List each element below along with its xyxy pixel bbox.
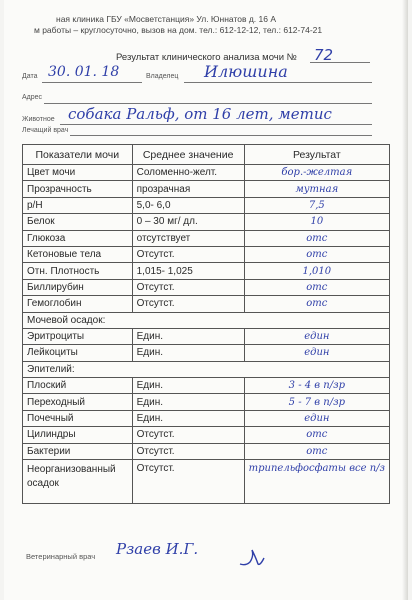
norm-value: Един. (132, 345, 244, 361)
date-value: 30. 01. 18 (48, 64, 120, 80)
result-value: отс (244, 296, 389, 312)
table-row (23, 246, 390, 262)
animal-underline (60, 124, 372, 125)
table-row (23, 394, 390, 410)
result-value: 10 (244, 214, 389, 230)
norm-value: Отсутст. (132, 279, 244, 295)
clinic-header (34, 14, 374, 36)
animal-value: собака Ральф, от 16 лет, метис (68, 105, 332, 123)
table-row (23, 214, 390, 230)
result-value: един (244, 345, 389, 361)
parameter-name: Белок (23, 214, 133, 230)
norm-value: Отсутст. (132, 443, 244, 459)
result-value: 1,010 (244, 263, 389, 279)
result-value: отс (244, 230, 389, 246)
section-label: Эпителий: (23, 361, 390, 377)
parameter-name: Лейкоциты (23, 345, 133, 361)
result-value: отс (244, 246, 389, 262)
parameter-name: Гемоглобин (23, 296, 133, 312)
header-norm: Среднее значение (132, 145, 244, 165)
result-value: 3 - 4 в п/зр (244, 378, 389, 394)
parameter-name: Биллирубин (23, 279, 133, 295)
norm-value: Отсутст. (132, 427, 244, 443)
parameter-name: Цилиндры (23, 427, 133, 443)
norm-value: 0 – 30 мг/ дл. (132, 214, 244, 230)
norm-value: 5,0- 6,0 (132, 197, 244, 213)
result-value: отс (244, 427, 389, 443)
owner-underline (184, 82, 372, 83)
parameter-name: Отн. Плотность (23, 263, 133, 279)
table-section-row (23, 361, 390, 377)
table-row (23, 345, 390, 361)
norm-value: 1,015- 1,025 (132, 263, 244, 279)
table-row (23, 328, 390, 344)
norm-value: Отсутст. (132, 246, 244, 262)
animal-label: Животное (22, 116, 55, 123)
table-section-row (23, 312, 390, 328)
result-value: един (244, 410, 389, 426)
table-row (23, 165, 390, 181)
table-row (23, 263, 390, 279)
table-row (23, 427, 390, 443)
norm-value: Един. (132, 394, 244, 410)
table-row (23, 460, 390, 504)
parameter-name: Почечный (23, 410, 133, 426)
norm-value: Соломенно-желт. (132, 165, 244, 181)
parameter-name: Глюкоза (23, 230, 133, 246)
address-underline (44, 103, 372, 104)
doctor-underline (70, 135, 372, 136)
date-label: Дата (22, 73, 38, 80)
clinic-address-line: ная клиника ГБУ «Мосветстанция» Ул. Юннатов д. 16 А (56, 14, 277, 24)
result-value: бор.-желтая (244, 165, 389, 181)
table-row (23, 197, 390, 213)
table-row (23, 181, 390, 197)
table-header-row (23, 145, 390, 165)
parameter-name: Эритроциты (23, 328, 133, 344)
parameter-name: Неорганизованный осадок (23, 460, 133, 504)
table-row (23, 443, 390, 459)
norm-value: Отсутст. (132, 460, 244, 504)
header-result: Результат (244, 145, 389, 165)
result-value: мутная (244, 181, 389, 197)
parameter-name: Переходный (23, 394, 133, 410)
owner-label: Владелец (146, 73, 179, 80)
signature-mark (236, 546, 266, 568)
norm-value: Един. (132, 378, 244, 394)
parameter-name: Бактерии (23, 443, 133, 459)
norm-value: Отсутст. (132, 296, 244, 312)
doctor-label: Лечащий врач (22, 127, 69, 134)
result-value: отс (244, 279, 389, 295)
norm-value: отсутствует (132, 230, 244, 246)
norm-value: Един. (132, 328, 244, 344)
norm-value: Един. (132, 410, 244, 426)
parameter-name: р/Н (23, 197, 133, 213)
table-row (23, 378, 390, 394)
section-label: Мочевой осадок: (23, 312, 390, 328)
result-value: отс (244, 443, 389, 459)
page-edge-shadow (402, 0, 408, 600)
parameter-name: Прозрачность (23, 181, 133, 197)
date-underline (42, 82, 142, 83)
result-value: 7,5 (244, 197, 389, 213)
header-parameter: Показатели мочи (23, 145, 133, 165)
result-value: един (244, 328, 389, 344)
vet-label: Ветеринарный врач (26, 552, 96, 561)
analysis-number: 72 (314, 46, 334, 64)
vet-name: Рзаев И.Г. (116, 540, 199, 558)
parameter-name: Плоский (23, 378, 133, 394)
result-value: 5 - 7 в п/зр (244, 394, 389, 410)
parameter-name: Кетоновые тела (23, 246, 133, 262)
analysis-sheet (4, 0, 408, 600)
table-row (23, 410, 390, 426)
table-row (23, 279, 390, 295)
result-value: трипельфосфаты все п/з (244, 460, 389, 504)
document-title: Результат клинического анализа мочи № (116, 52, 297, 63)
clinic-hours-line: м работы – круглосуточно, вызов на дом. тел.: 612-12-12, тел.: 612-74-21 (34, 25, 323, 35)
norm-value: прозрачная (132, 181, 244, 197)
table-row (23, 296, 390, 312)
results-table (22, 144, 390, 504)
owner-value: Илюшина (204, 62, 288, 81)
table-row (23, 230, 390, 246)
address-label: Адрес (22, 94, 43, 101)
parameter-name: Цвет мочи (23, 165, 133, 181)
